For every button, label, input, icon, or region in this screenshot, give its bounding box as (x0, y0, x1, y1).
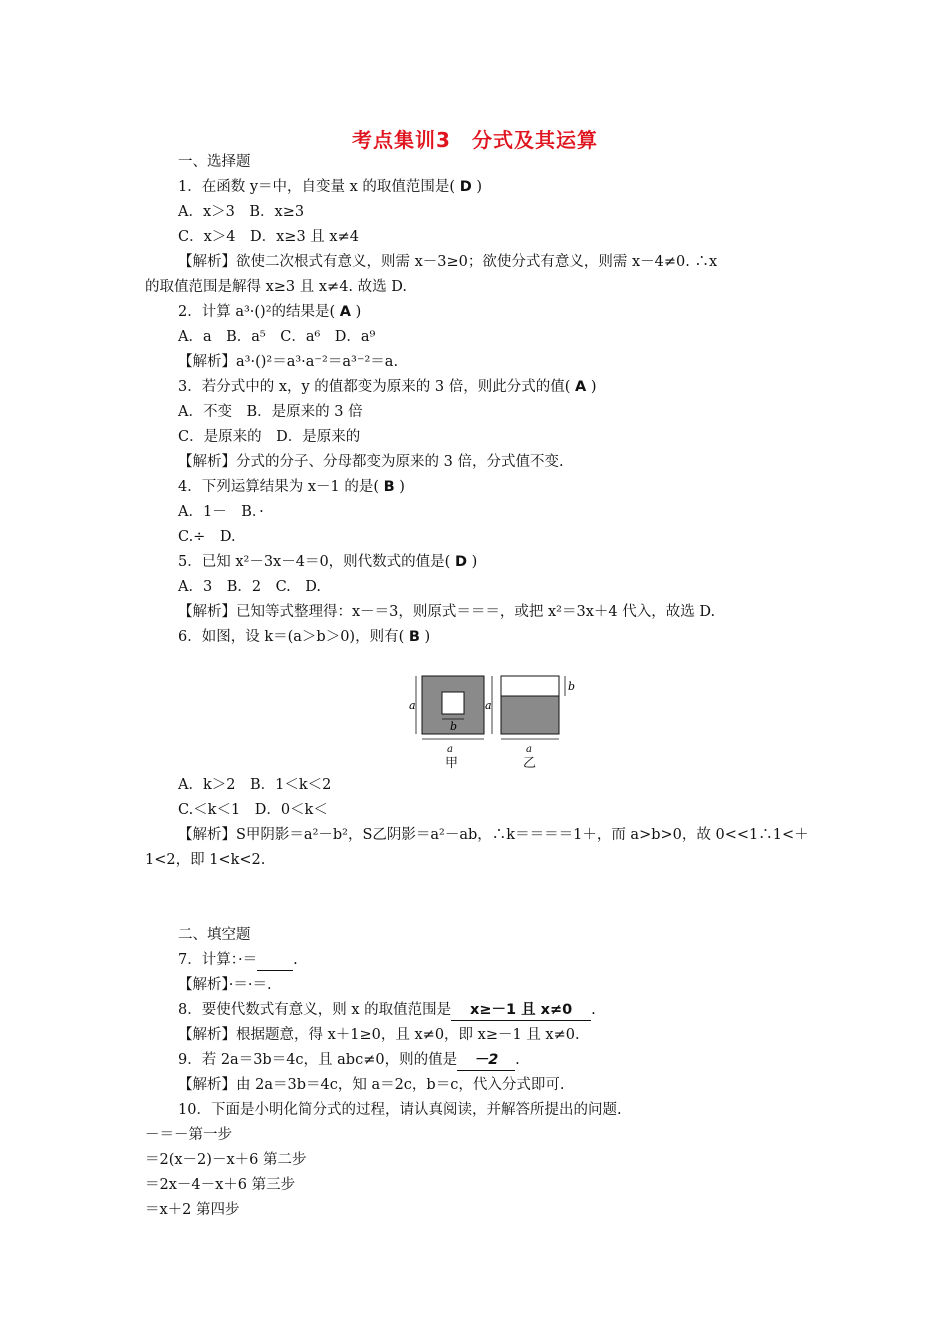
answer-q3: A (575, 379, 587, 395)
question-2-text: 2．计算 a³·()²的结果是( (178, 304, 336, 320)
question-9-text: 9．若 2a＝3b＝4c，且 abc≠0，则的值是 (178, 1052, 458, 1068)
q7-analysis: 【解析】·＝·＝. (178, 977, 272, 993)
question-5-text: 5．已知 x²－3x－4＝0，则代数式的值是( (178, 554, 451, 570)
label-a-mid: a (485, 699, 492, 712)
period: . (293, 952, 298, 968)
question-2 (178, 302, 361, 322)
q1-analysis: 【解析】欲使二次根式有意义，则需 x－3≥0；欲使分式有意义，则需 x－4≠0. ∴x (178, 254, 718, 270)
section-heading-choice: 一、选择题 (178, 154, 251, 170)
q6-options-ab: A．k＞2 B．1＜k＜2 (178, 777, 332, 793)
q3-options-ab: A．不变 B．是原来的 3 倍 (178, 404, 363, 420)
square-figure (405, 672, 585, 772)
q10-step-2: ＝2(x－2)－x＋6 第二步 (145, 1152, 307, 1168)
label-b-right: b (568, 680, 576, 693)
question-6-text: 6．如图，设 k＝(a＞b＞0)，则有( (178, 629, 405, 645)
q6-analysis: 【解析】S甲阴影＝a²－b²，S乙阴影＝a²－ab，∴k＝＝＝＝1＋，而 a>b>0，故 0<<1∴1<＋ (178, 827, 809, 843)
question-1-text: 1．在函数 y＝中，自变量 x 的取值范围是( (178, 179, 456, 195)
q10-step-1: －＝－第一步 (145, 1127, 232, 1143)
question-4 (178, 477, 405, 497)
question-1 (178, 177, 482, 197)
page-title: 考点集训3 分式及其运算 (352, 128, 598, 152)
q5-analysis: 【解析】已知等式整理得：x－＝3，则原式＝＝＝，或把 x²＝3x＋4 代入，故选 D. (178, 604, 716, 620)
label-a-left: a (409, 699, 416, 712)
close-paren: ) (471, 554, 478, 570)
question-3-text: 3．若分式中的 x，y 的值都变为原来的 3 倍，则此分式的值( (178, 379, 571, 395)
answer-q4: B (383, 479, 395, 495)
inner-square-hole (442, 692, 464, 714)
q3-options-cd: C．是原来的 D．是原来的 (178, 429, 361, 445)
section-heading-fill: 二、填空题 (178, 927, 251, 943)
q1-analysis-cont: 的取值范围是解得 x≥3 且 x≠4. 故选 D. (145, 279, 407, 295)
answer-q6: B (408, 629, 420, 645)
question-10: 10．下面是小明化简分式的过程，请认真阅读，并解答所提出的问题. (178, 1102, 622, 1118)
question-7 (178, 950, 298, 971)
q4-options-cd: C.÷ D. (178, 529, 236, 545)
question-3 (178, 377, 597, 397)
period: . (515, 1052, 520, 1068)
fig-label-a-bottom-right: a (526, 744, 532, 755)
answer-q1: D (459, 179, 472, 195)
q9-analysis: 【解析】由 2a＝3b＝4c，知 a＝2c，b＝c，代入分式即可. (178, 1077, 565, 1093)
question-5 (178, 552, 477, 572)
close-paren: ) (355, 304, 362, 320)
q6-analysis-cont: 1<2，即 1<k<2. (145, 852, 266, 868)
period: . (591, 1002, 596, 1018)
q5-options: A．3 B．2 C. D. (178, 579, 321, 595)
answer-q5: D (454, 554, 467, 570)
fig-label-a-bottom-left: a (447, 744, 453, 755)
answer-blank-q9: －2 (457, 1050, 515, 1071)
answer-blank-q7 (257, 950, 293, 971)
figure-caption-yi: 乙 (523, 756, 537, 771)
q1-options-cd: C．x＞4 D．x≥3 且 x≠4 (178, 229, 359, 245)
figure-caption-jia: 甲 (445, 756, 459, 771)
question-8-text: 8．要使代数式有意义，则 x 的取值范围是 (178, 1002, 452, 1018)
close-paren: ) (399, 479, 405, 495)
close-paren: ) (476, 179, 483, 195)
q2-analysis: 【解析】a³·()²＝a³·a⁻²＝a³⁻²＝a. (178, 354, 399, 370)
close-paren: ) (424, 629, 431, 645)
question-6 (178, 627, 430, 647)
q1-options-ab: A．x＞3 B．x≥3 (178, 204, 305, 220)
answer-q2: A (339, 304, 352, 320)
top-strip (501, 676, 559, 696)
q3-analysis: 【解析】分式的分子、分母都变为原来的 3 倍，分式值不变. (178, 454, 564, 470)
q4-options-ab: A．1－ B．· (178, 504, 264, 520)
q10-step-4: ＝x＋2 第四步 (145, 1202, 240, 1218)
question-8 (178, 1000, 596, 1021)
question-4-text: 4．下列运算结果为 x－1 的是( (178, 479, 380, 495)
q8-analysis: 【解析】根据题意，得 x＋1≥0，且 x≠0，即 x≥－1 且 x≠0. (178, 1027, 580, 1043)
question-9 (178, 1050, 520, 1071)
close-paren: ) (590, 379, 597, 395)
square-diagram (405, 672, 585, 742)
q10-step-3: ＝2x－4－x＋6 第三步 (145, 1177, 296, 1193)
answer-blank-q8: x≥－1 且 x≠0 (451, 1000, 591, 1021)
q6-options-cd: C.＜k＜1 D．0＜k＜ (178, 802, 328, 818)
label-b-inner: b (450, 720, 458, 733)
q2-options: A．a B．a⁵ C．a⁶ D．a⁹ (178, 329, 376, 345)
question-7-text: 7．计算：·＝ (178, 952, 258, 968)
